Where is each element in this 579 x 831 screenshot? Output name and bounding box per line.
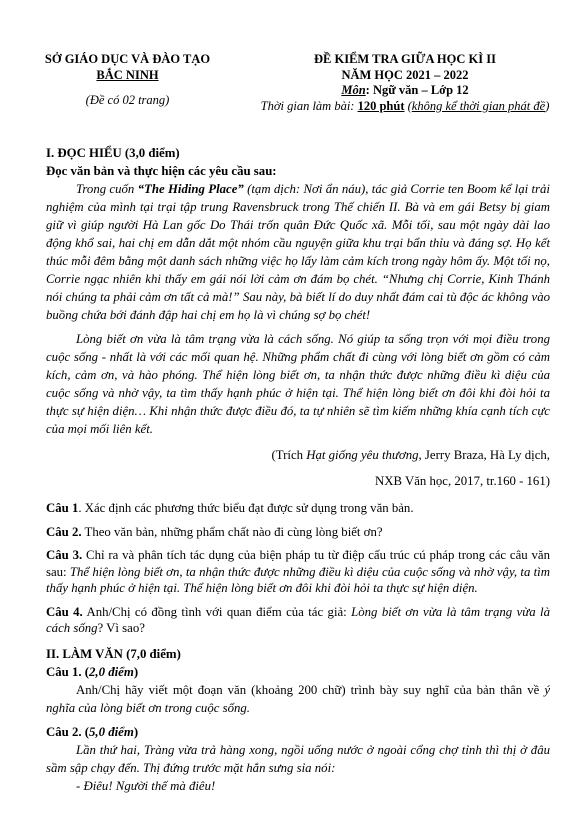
q2-label: Câu 2. [46, 524, 82, 539]
section-reading-title: I. ĐỌC HIỂU (3,0 điểm) [46, 146, 180, 160]
time-prefix: Thời gian làm bài: [260, 98, 358, 113]
header-left [30, 52, 225, 109]
c1-close: ) [133, 664, 139, 679]
subject-line [240, 83, 570, 99]
q3-text: Chỉ ra và phân tích tác dụng của biện pháp tu từ điệp cấu trúc cú pháp trong các câu văn sau: [46, 548, 550, 579]
writing-q2-excerpt-line2: - Điêu! Người thế mà điêu! [76, 778, 216, 793]
c2-close: ) [133, 724, 139, 739]
q4-label: Câu 4. [46, 604, 83, 619]
subject-label: Môn [341, 83, 366, 97]
time-open: ( [404, 98, 412, 113]
c1-points: 2,0 điểm [89, 664, 134, 679]
page-count-note: (Đề có 02 trang) [85, 93, 170, 107]
question-4 [46, 604, 550, 637]
q3-label: Câu 3. [46, 548, 83, 562]
source-open: (Trích [271, 448, 307, 462]
exam-title: ĐỀ KIỂM TRA GIỮA HỌC KÌ II [314, 52, 496, 66]
reading-paragraph-1 [46, 180, 550, 324]
c1-quote: ý nghĩa của lòng biết ơn trong cuộc sống. [46, 682, 550, 715]
school-year: NĂM HỌC 2021 – 2022 [341, 67, 469, 82]
question-2 [46, 524, 550, 541]
section-writing-title: II. LÀM VĂN (7,0 điểm) [46, 646, 181, 661]
question-1 [46, 500, 550, 517]
department-name: SỞ GIÁO DỤC VÀ ĐÀO TẠO [44, 52, 211, 66]
para1-rest: (tạm dịch: Nơi ẩn náu), tác giả Corrie ten Boom kể lại trải nghiệm của mình tại trại tập trung Ravensbruck trong Thế chiến II. Bà và em gái Betsy bị giam giữ vì giúp người Hà Lan gốc Do Thái trốn quân Đức Quốc xã. Mỗi tối, sau một ngày dài lao động khổ sai, hai chị em dẫn dắt một nhóm cầu nguyện giữa khu trại bẩn thỉu và đáng sợ. Họ kết thúc mỗi đêm bằng một danh sách những việc họ lấy làm cảm kích trong ngày hôm ấy. Một tối nọ, Corrie ngạc nhiên khi thấy em gái nói lời cảm ơn đám bọ chét. “Nhưng chị Corrie, Kinh Thánh nói chúng ta phải cảm ơn tất cả mà!” Sau này, bà biết lí do duy nhất đám cai tù độc ác không vào buồng chứa bới đánh đập hai chị em họ là vì chúng sợ bọ chét! [46, 182, 550, 322]
q4-end: ? Vì sao? [97, 621, 145, 635]
writing-q2-excerpt: Lần thứ hai, Tràng vừa trả hàng xong, ngồi uống nước ở ngoài cổng chợ tỉnh thì thị ở đâu sầm sập chạy đến. Thị đứng trước mặt hắn sưng sỉa nói: [46, 742, 550, 775]
c2-label: Câu 2. ( [46, 724, 90, 739]
c2-points: 5,0 điểm [89, 724, 134, 739]
province-name: BẮC NINH [96, 67, 159, 82]
q4-text: Anh/Chị có đồng tình với quan điểm của tác giả: [82, 604, 352, 619]
reading-paragraph-2: Lòng biết ơn vừa là tâm trạng vừa là cách sống. Nó giúp ta sống trọn với mọi điều trong cuộc sống - nhất là với các mối quan hệ. Những phẩm chất đi cùng với lòng biết ơn gồm có cảm kích, cảm ơn, và hào phóng. Thể hiện lòng biết ơn, ta nhận thức được những điều kì diệu của cuộc sống và nhờ vậy, ta tìm thấy hạnh phúc ở hiện tại. Thể hiện lòng biết ơn đôi khi đòi hỏi ta thực sự hiện diện… Khi nhận thức được điều đó, ta tự nhiên sẽ tìm kiếm những khía cạnh tích cực của mọi mối liên kết. [46, 332, 550, 436]
c1-label: Câu 1. ( [46, 664, 90, 679]
time-close: ) [545, 98, 550, 113]
source-author: , Jerry Braza, Hà Ly dịch, [418, 448, 550, 462]
q1-label: Câu 1 [46, 501, 79, 515]
para1-start: Trong cuốn [76, 182, 138, 196]
q2-text: Theo văn bản, những phẩm chất nào đi cùng lòng biết ơn? [81, 524, 383, 539]
q4-quote: Lòng biết ơn vừa là tâm trạng vừa là cách sống [46, 604, 550, 635]
q3-quote: Thể hiện lòng biết ơn, ta nhận thức được những điều kì diệu của cuộc sống và nhờ vậy, ta tìm thấy hạnh phúc ở hiện tại. Thể hiện lòng biết ơn đôi khi đòi hỏi ta thực sự hiện diện. [46, 564, 550, 595]
q1-text: . Xác định các phương thức biểu đạt được sử dụng trong văn bản. [78, 501, 414, 515]
time-line [240, 99, 570, 115]
writing-q1-text [46, 681, 550, 717]
exam-body [46, 144, 550, 795]
c1-text: Anh/Chị hãy viết một đoạn văn (khoảng 200 chữ) trình bày suy nghĩ của bản thân về [76, 682, 545, 697]
header-right [240, 52, 570, 114]
reading-instruction: Đọc văn bản và thực hiện các yêu cầu sau: [46, 164, 277, 178]
time-value: 120 phút [357, 98, 405, 113]
source-book: Hạt giống yêu thương [306, 448, 419, 462]
source-line-1 [46, 446, 550, 464]
subject-value: : Ngữ văn – Lớp 12 [365, 83, 469, 97]
source-line-2: NXB Văn học, 2017, tr.160 - 161) [375, 474, 550, 488]
book-title: “The Hiding Place” [137, 182, 244, 196]
writing-q1-heading [46, 663, 550, 681]
time-note: không kể thời gian phát đề [411, 98, 546, 113]
question-3 [46, 547, 550, 597]
writing-q2-heading [46, 723, 550, 741]
